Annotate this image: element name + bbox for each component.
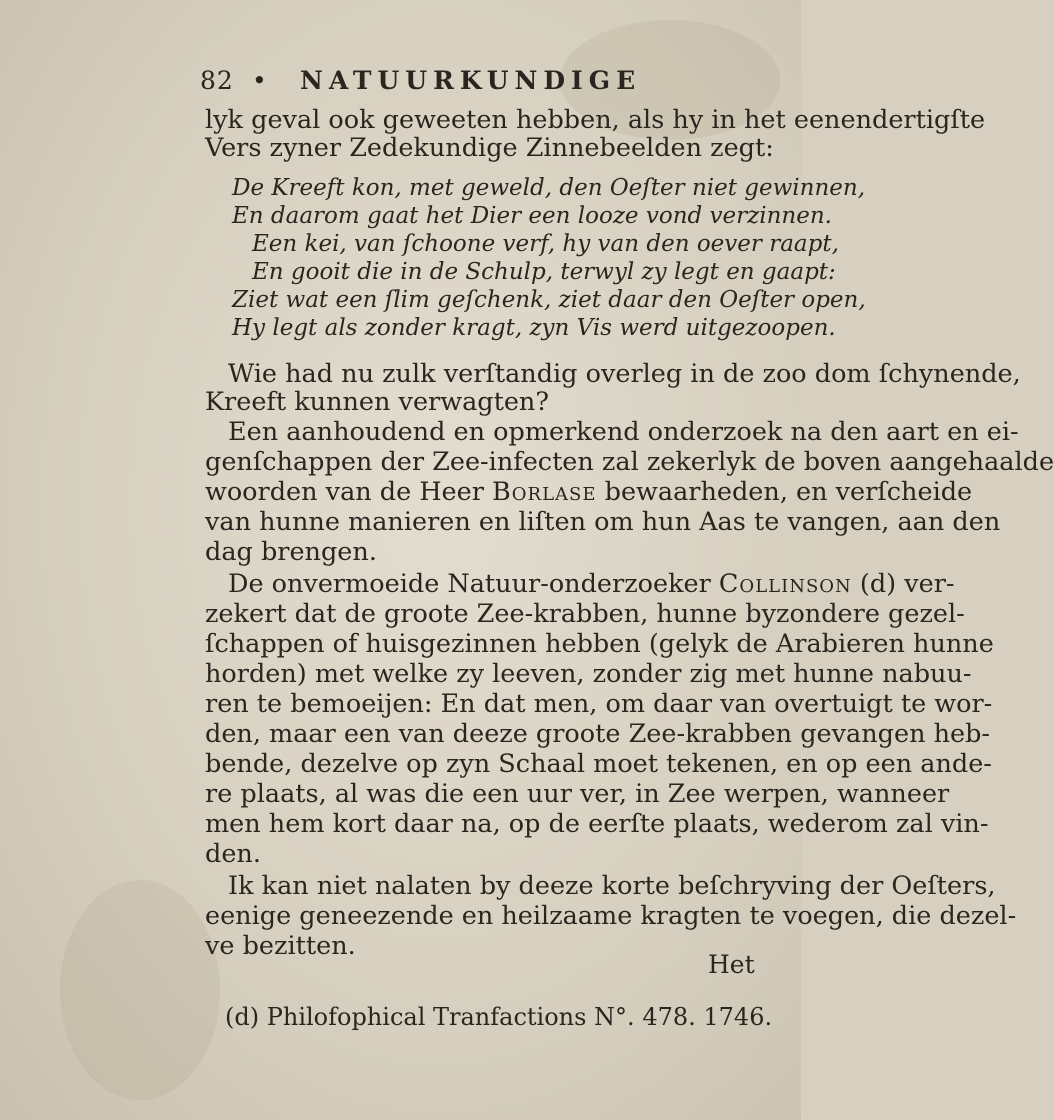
author-name: Collinson bbox=[718, 569, 852, 599]
paragraph-line: genſchappen der Zee-infecten zal zekerlyk de boven aangehaalde bbox=[205, 447, 1054, 477]
paragraph-line: ve bezitten. bbox=[205, 931, 356, 961]
paragraph-line bbox=[205, 477, 973, 507]
author-name: Borlase bbox=[492, 477, 597, 507]
paragraph-line: ſchappen of huisgezinnen hebben (gelyk de Arabieren hunne bbox=[205, 629, 994, 659]
paper-stain bbox=[60, 880, 220, 1100]
paragraph-line: Ik kan niet nalaten by deeze korte beſchryving der Oeſters, bbox=[228, 871, 996, 901]
running-header bbox=[200, 66, 720, 98]
verse-line: En daarom gaat het Dier een looze vond verzinnen. bbox=[232, 203, 832, 229]
footnote: (d) Philofophical Tranfactions N°. 478. 1746. bbox=[225, 1003, 773, 1031]
paragraph-line: men hem kort daar na, op de eerſte plaats, wederom zal vin- bbox=[205, 809, 989, 839]
paragraph-line: Een aanhoudend en opmerkend onderzoek na den aart en ei- bbox=[228, 417, 1019, 447]
verse-line: Ziet wat een ſlim geſchenk, ziet daar den Oeſter open, bbox=[232, 287, 866, 313]
paragraph-line: Wie had nu zulk verſtandig overleg in de zoo dom ſchynende, bbox=[228, 359, 1021, 389]
verse-line: En gooit die in de Schulp, terwyl zy legt en gaapt: bbox=[252, 259, 836, 285]
verse-line: Een kei, van ſchoone verf, hy van den oever raapt, bbox=[252, 231, 839, 257]
text-run: (d) ver- bbox=[851, 569, 955, 599]
intro-line: Vers zyner Zedekundige Zinnebeelden zegt: bbox=[205, 133, 774, 163]
paragraph-line: van hunne manieren en liſten om hun Aas te vangen, aan den bbox=[205, 507, 1001, 537]
paragraph-line: den, maar een van deeze groote Zee-krabben gevangen heb- bbox=[205, 719, 991, 749]
paragraph-line: dag brengen. bbox=[205, 537, 377, 567]
page-number: 82 bbox=[200, 66, 234, 95]
paragraph-line bbox=[228, 569, 955, 599]
intro-line: lyk geval ook geweeten hebben, als hy in het eenendertigſte bbox=[205, 105, 986, 135]
running-title: NATUURKUNDIGE bbox=[300, 66, 642, 95]
paragraph-line: eenige geneezende en heilzaame kragten te voegen, die dezel- bbox=[205, 901, 1017, 931]
text-run: De onvermoeide Natuur-onderzoeker bbox=[228, 569, 719, 599]
text-run: bewaarheden, en verſcheide bbox=[596, 477, 973, 507]
paragraph-line: zekert dat de groote Zee-krabben, hunne byzondere gezel- bbox=[205, 599, 965, 629]
paragraph-line: ren te bemoeijen: En dat men, om daar van overtuigt te wor- bbox=[205, 689, 993, 719]
paragraph-line: Kreeft kunnen verwagten? bbox=[205, 387, 550, 417]
paragraph-line: den. bbox=[205, 839, 261, 869]
verse-line: De Kreeft kon, met geweld, den Oeſter niet gewinnen, bbox=[232, 175, 866, 201]
header-bullet: • bbox=[252, 66, 273, 95]
paragraph-line: bende, dezelve op zyn Schaal moet tekenen, en op een ande- bbox=[205, 749, 992, 779]
paragraph-line: re plaats, al was die een uur ver, in Zee werpen, wanneer bbox=[205, 779, 950, 809]
verse-line: Hy legt als zonder kragt, zyn Vis werd uitgezoopen. bbox=[232, 315, 836, 341]
text-run: woorden van de Heer bbox=[205, 477, 493, 507]
paragraph-line: horden) met welke zy leeven, zonder zig met hunne nabuu- bbox=[205, 659, 972, 689]
catchword: Het bbox=[708, 950, 755, 979]
